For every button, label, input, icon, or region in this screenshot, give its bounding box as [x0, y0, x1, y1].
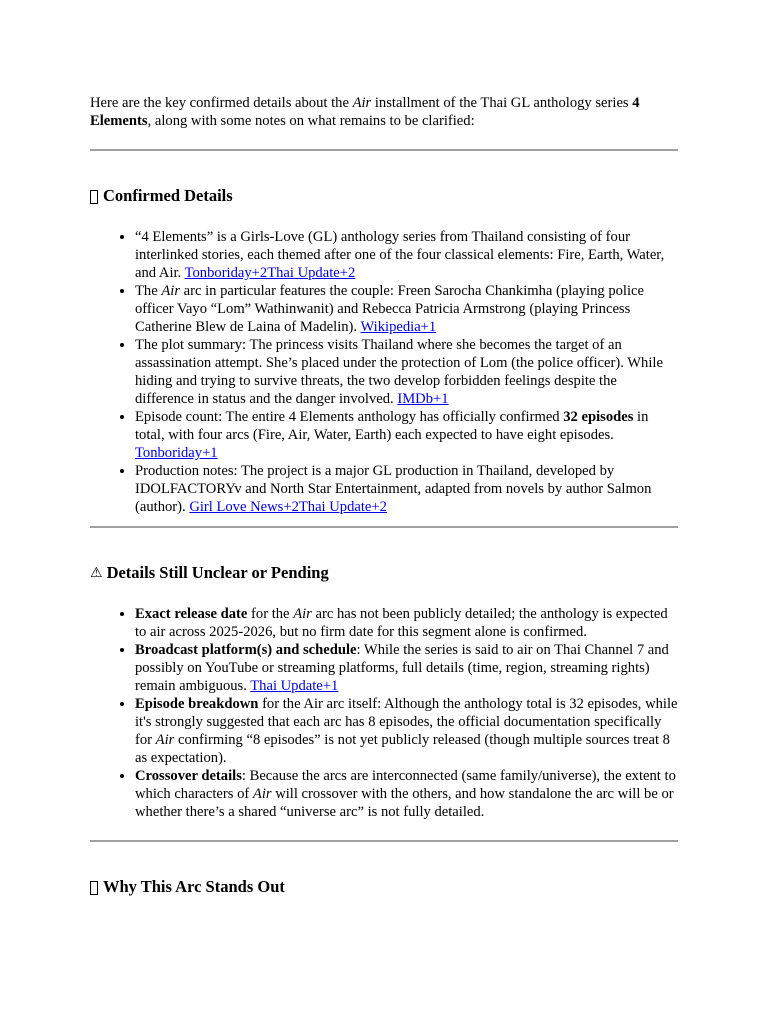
source-link[interactable]: Thai Update+1 [250, 678, 339, 694]
list-item [135, 228, 678, 282]
item-emphasis: Air [155, 732, 175, 748]
list-item [135, 767, 678, 821]
item-strong: 32 episodes [563, 409, 634, 425]
item-text: confirming “8 episodes” is not yet publicly released (though multiple sources treat 8 as expectation). [135, 732, 670, 766]
item-emphasis: Air [161, 283, 180, 299]
confirmed-heading-text: Confirmed Details [103, 186, 233, 205]
item-text: : Because the arcs are interconnected (same family/universe), the extent to which characters of [135, 768, 676, 802]
intro-emphasis: Air [352, 95, 372, 111]
pending-heading [90, 563, 678, 583]
standout-heading-text: Why This Arc Stands Out [103, 877, 285, 896]
source-link[interactable]: Girl Love News+2Thai Update+2 [189, 499, 387, 515]
item-emphasis: Air [293, 606, 312, 622]
item-text: will crossover with the others, and how standalone the arc will be or whether there’s a shared “universe arc” is not fully detailed. [135, 786, 674, 820]
intro-series-name: 4 Elements [90, 95, 640, 129]
item-text: : While the series is said to air on Thai Channel 7 and possibly on YouTube or streaming platforms, full details (time, region, streaming rights) remain ambiguous. [135, 642, 669, 694]
standout-heading [90, 877, 678, 897]
divider [90, 840, 678, 842]
confirmed-list [90, 228, 678, 516]
item-text: in total, with four arcs (Fire, Air, Water, Earth) each expected to have eight episodes. [135, 409, 649, 443]
item-text: arc in particular features the couple: Freen Sarocha Chankimha (playing police officer Vayo “Lom” Wathinwanit) and Rebecca Patricia Armstrong (playing Princess Catherine Blew de Laina of Madelin). [135, 283, 644, 335]
item-text: arc has not been publicly detailed; the anthology is expected to air across 2025-2026, but no firm date for this segment alone is confirmed. [135, 606, 668, 640]
confirmed-heading [90, 186, 678, 206]
item-strong: Exact release date [135, 606, 248, 622]
source-link[interactable]: Tonboriday+2Thai Update+2 [184, 265, 356, 281]
item-text: for the Air arc itself: Although the anthology total is 32 episodes, while it's strongly suggested that each arc has 8 episodes, the official documentation specifically for [135, 696, 678, 748]
pending-section [90, 563, 678, 821]
list-item [135, 408, 678, 462]
pending-heading-text: Details Still Unclear or Pending [106, 563, 329, 582]
confirmed-section [90, 186, 678, 516]
intro-paragraph [90, 94, 678, 130]
item-text: The [135, 283, 162, 299]
list-item [135, 695, 678, 767]
list-item [135, 336, 678, 408]
item-strong: Episode breakdown [135, 696, 259, 712]
source-link[interactable]: Tonboriday+1 [135, 445, 218, 461]
source-link[interactable]: Wikipedia+1 [360, 319, 437, 335]
divider [90, 526, 678, 528]
list-item [135, 462, 678, 516]
item-text: for the [247, 606, 294, 622]
intro-text: , along with some notes on what remains to be clarified: [147, 113, 475, 129]
item-strong: Crossover details [135, 768, 242, 784]
pending-list [90, 605, 678, 821]
source-link[interactable]: IMDb+1 [397, 391, 449, 407]
star-box-icon [90, 881, 98, 895]
list-item [135, 641, 678, 695]
check-box-icon [90, 190, 98, 204]
item-text: “4 Elements” is a Girls-Love (GL) anthology series from Thailand consisting of four interlinked stories, each themed after one of the four classical elements: Fire, Earth, Water, and Air. [135, 229, 665, 281]
item-text: Production notes: The project is a major GL production in Thailand, developed by IDOLFACTORYv and North Star Entertainment, adapted from novels by author Salmon (author). [135, 463, 652, 515]
item-text: Episode count: The entire 4 Elements anthology has officially confirmed [135, 409, 564, 425]
standout-section [90, 877, 678, 897]
warning-icon: ⚠ [90, 565, 103, 581]
item-emphasis: Air [252, 786, 272, 802]
list-item [135, 282, 678, 336]
intro-text: Here are the key confirmed details about the [90, 95, 353, 111]
divider [90, 149, 678, 151]
item-strong: Broadcast platform(s) and schedule [135, 642, 357, 658]
intro-text: installment of the Thai GL anthology series [371, 95, 633, 111]
list-item [135, 605, 678, 641]
item-text: The plot summary: The princess visits Thailand where she becomes the target of an assassination attempt. She’s placed under the protection of Lom (the police officer). While hiding and trying to survive threats, the two develop forbidden feelings despite the difference in status and the danger involved. [135, 337, 663, 407]
